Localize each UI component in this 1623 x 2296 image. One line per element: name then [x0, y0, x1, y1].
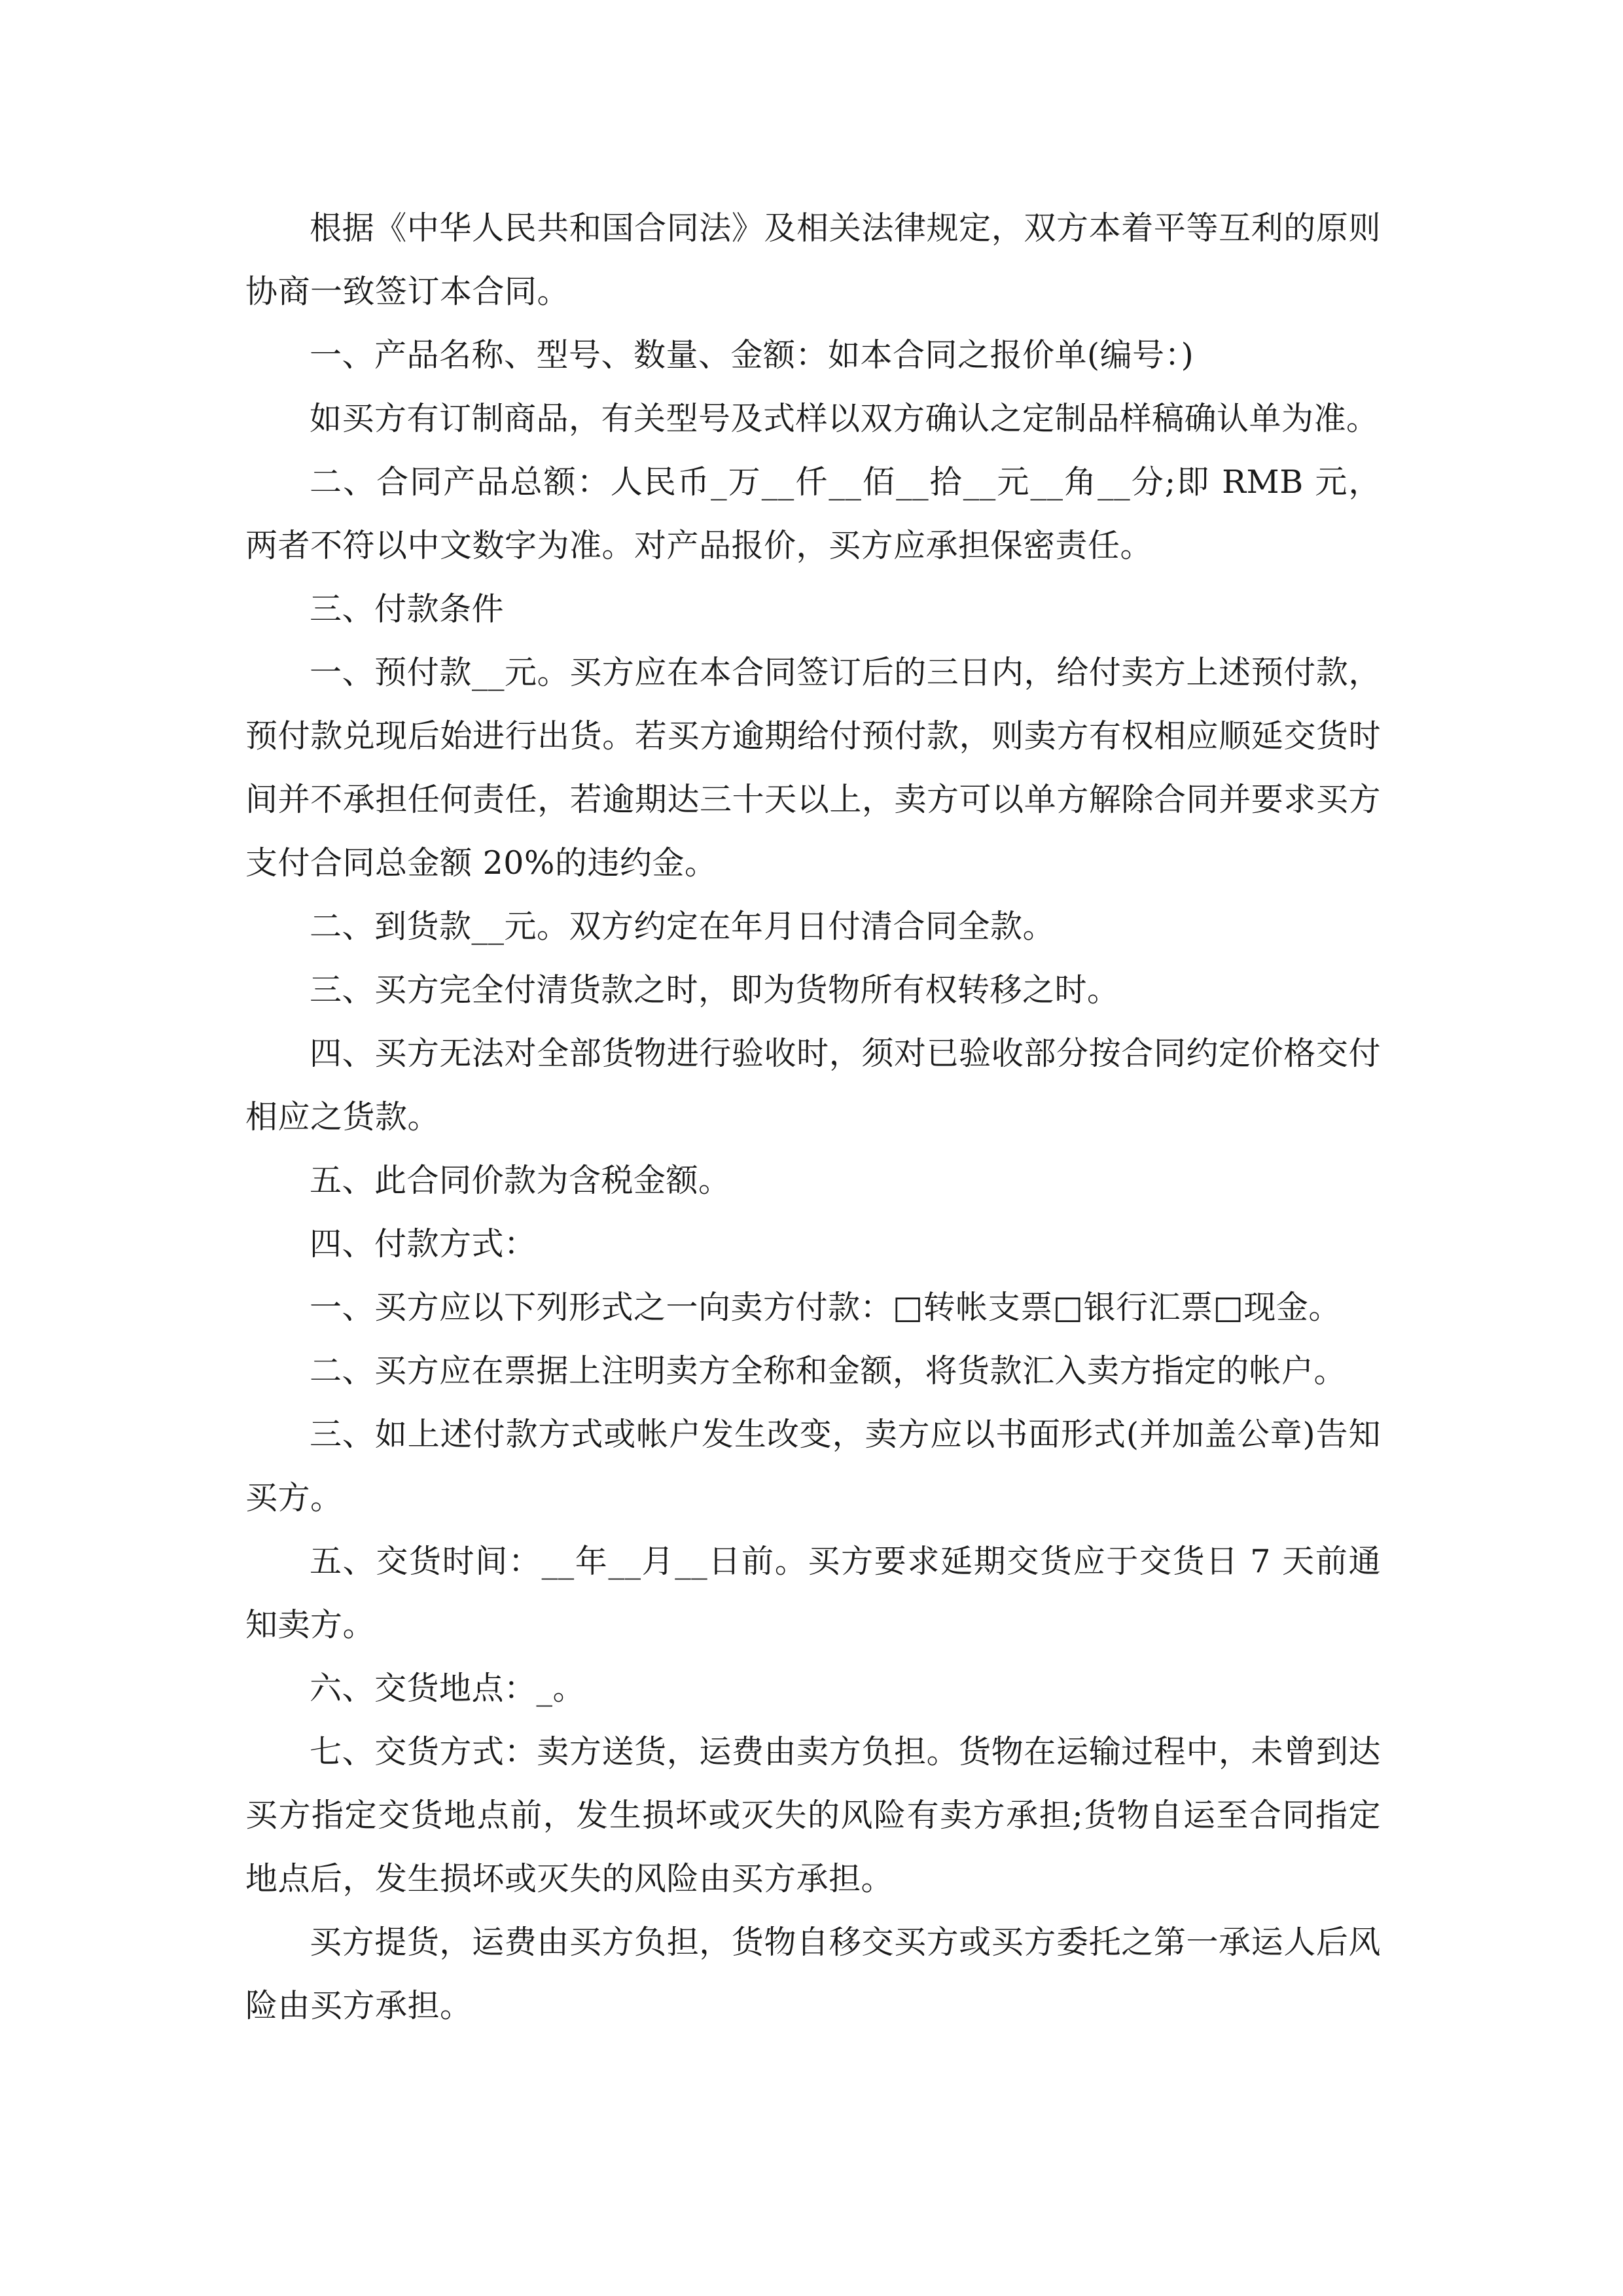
paragraph-delivery-location: 六、交货地点：_。 [310, 1670, 586, 1707]
paragraph-product-info: 一、产品名称、型号、数量、金额：如本合同之报价单(编号：) [310, 336, 1194, 374]
paragraph-buyer-pickup: 买方提货，运费由买方负担，货物自移交买方或买方委托之第一承运人后风险由买方承担。 [245, 1924, 1381, 2024]
paragraph-partial-acceptance: 四、买方无法对全部货物进行验收时，须对已验收部分按合同约定价格交付相应之货款。 [245, 1035, 1381, 1136]
paragraph-payment-forms: 一、买方应以下列形式之一向卖方付款：□转帐支票□银行汇票□现金。 [310, 1289, 1341, 1326]
paragraph-bill-notation: 二、买方应在票据上注明卖方全称和金额，将货款汇入卖方指定的帐户。 [310, 1352, 1347, 1390]
paragraph-account-change: 三、如上述付款方式或帐户发生改变，卖方应以书面形式(并加盖公章)告知买方。 [245, 1416, 1381, 1516]
contract-body [245, 196, 1381, 2037]
paragraph-total-amount: 二、合同产品总额：人民币_万__仟__佰__拾__元__角__分;即 RMB 元，两者不符以中文数字为准。对产品报价，买方应承担保密责任。 [245, 463, 1381, 564]
paragraph-custom-goods: 如买方有订制商品，有关型号及式样以双方确认之定制品样稿确认单为准。 [310, 400, 1379, 437]
paragraph-preamble: 根据《中华人民共和国合同法》及相关法律规定，双方本着平等互利的原则协商一致签订本合同。 [245, 209, 1381, 310]
paragraph-payment-method-heading: 四、付款方式： [310, 1225, 537, 1263]
paragraph-ownership-transfer: 三、买方完全付清货款之时，即为货物所有权转移之时。 [310, 971, 1120, 1009]
paragraph-tax-included: 五、此合同价款为含税金额。 [310, 1162, 731, 1199]
paragraph-delivery-method: 七、交货方式：卖方送货，运费由卖方负担。货物在运输过程中，未曾到达买方指定交货地点前，发生损坏或灭失的风险有卖方承担;货物自运至合同指定地点后，发生损坏或灭失的风险由买方承担。 [245, 1733, 1381, 1897]
paragraph-prepayment: 一、预付款__元。买方应在本合同签订后的三日内，给付卖方上述预付款，预付款兑现后始进行出货。若买方逾期给付预付款，则卖方有权相应顺延交货时间并不承担任何责任，若逾期达三十天以上，卖方可以单方解除合同并要求买方支付合同总金额 20%的违约金。 [245, 654, 1381, 882]
paragraph-payment-terms-heading: 三、付款条件 [310, 590, 505, 628]
paragraph-delivery-payment: 二、到货款__元。双方约定在年月日付清合同全款。 [310, 908, 1056, 945]
paragraph-delivery-time: 五、交货时间：__年__月__日前。买方要求延期交货应于交货日 7 天前通知卖方。 [245, 1543, 1381, 1643]
